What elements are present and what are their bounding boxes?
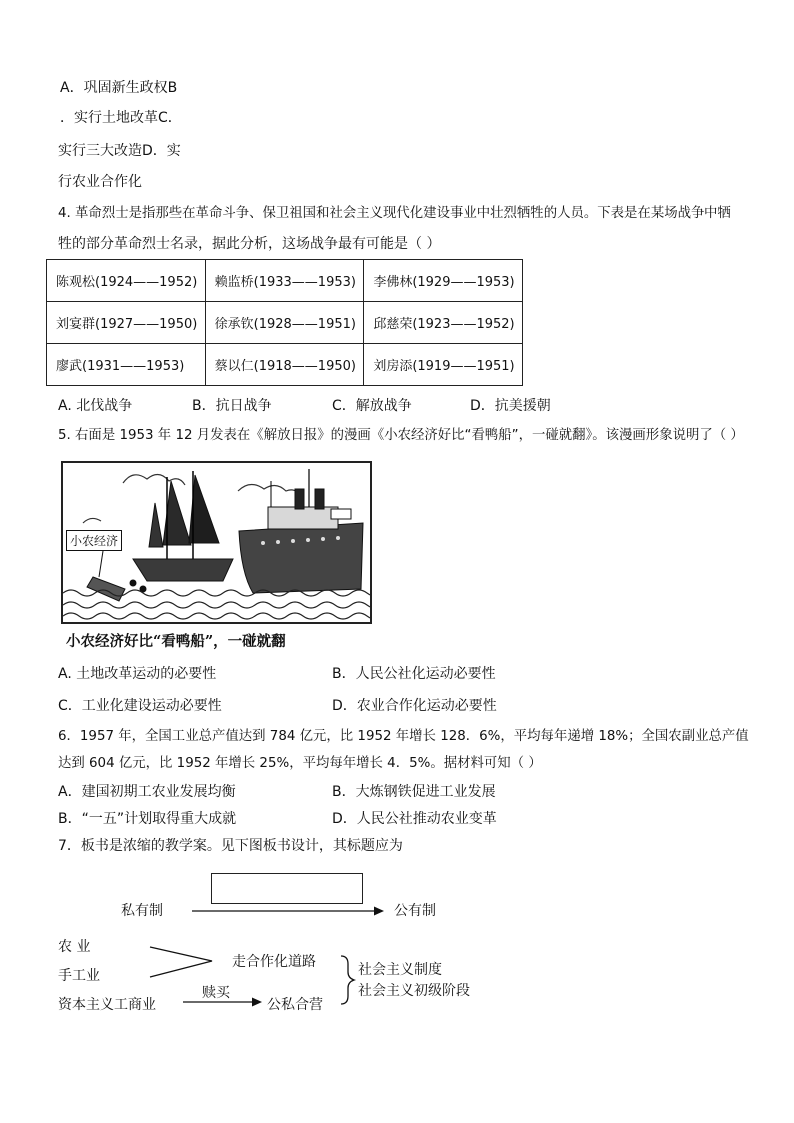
table-cell: 刘房添(1919——1951) [364,344,523,386]
q6-option-c: B．“一五”计划取得重大成就 [58,811,237,827]
label-cooperation-path: 走合作化道路 [232,954,316,970]
table-cell: 蔡以仁(1918——1950) [205,344,364,386]
label-agriculture: 农 业 [58,939,91,955]
label-primary-stage: 社会主义初级阶段 [358,983,470,999]
table-cell: 徐承钦(1928——1951) [205,302,364,344]
table-cell: 刘宴群(1927——1950) [47,302,206,344]
q3-option-line-3: 实行三大改造D．实 [58,143,181,159]
table-row [47,302,523,344]
q5-stem: 5. 右面是 1953 年 12 月发表在《解放日报》的漫画《小农经济好比“看鸭船”，一碰就翻》。该漫画形象说明了（ ） [58,428,744,443]
table-row [47,344,523,386]
q4-stem-line-2: 牲的部分革命烈士名录，据此分析，这场战争最有可能是（ ） [58,236,441,252]
label-capitalist-commerce: 资本主义工商业 [58,997,156,1013]
q5-option-a: A. 土地改革运动的必要性 [58,666,217,682]
martyrs-table [46,259,523,386]
q4-stem-line-1: 4. 革命烈士是指那些在革命斗争、保卫祖国和社会主义现代化建设事业中壮烈牺牲的人员。下表是在某场战争 [58,206,705,221]
q6-option-d: D．人民公社推动农业变革 [332,811,497,827]
q5-option-c: C．工业化建设运动必要性 [58,698,222,714]
q6-stem-line-1: 6．1957 年，全国工业总产值达到 784 亿元，比 1952 年增长 128．6%，平均每年递增 18%；全国农副业总产值 [58,729,749,744]
cartoon-image [61,461,372,624]
table-row [47,260,523,302]
table-cell: 李佛林(1929——1953) [364,260,523,302]
q4-option-c: C．解放战争 [332,398,412,414]
q3-option-line-2: ．实行土地改革C． [60,110,182,126]
label-public-ownership: 公有制 [394,903,436,919]
q7-stem: 7．板书是浓缩的教学案。见下图板书设计，其标题应为 [58,838,403,854]
cartoon-label: 小农经济 [66,530,122,551]
label-handicraft: 手工业 [58,968,100,984]
q4-stem-line-1-tail: 中牺 [704,206,731,221]
q4-option-b: B．抗日战争 [192,398,272,414]
table-cell: 邱慈荣(1923——1952) [364,302,523,344]
q6-option-b: B．大炼钢铁促进工业发展 [332,784,496,800]
q6-option-a: A．建国初期工农业发展均衡 [58,784,236,800]
q6-stem-line-2: 达到 604 亿元，比 1952 年增长 25%，平均每年增长 4．5%。据材料可知（ ） [58,756,542,771]
q4-option-d: D．抗美援朝 [470,398,551,414]
cartoon-caption: 小农经济好比“看鸭船”，一碰就翻 [66,633,286,650]
q4-option-a: A. 北伐战争 [58,398,133,414]
q5-option-b: B．人民公社化运动必要性 [332,666,496,682]
table-cell: 赖监桥(1933——1953) [205,260,364,302]
label-private-ownership: 私有制 [121,903,163,919]
table-cell: 廖武(1931——1953) [47,344,206,386]
q3-option-line-1: A．巩固新生政权B [60,80,178,96]
label-joint-venture: 公私合营 [267,997,323,1013]
q3-option-line-4: 行农业合作化 [58,174,142,190]
q5-option-d: D．农业合作化运动必要性 [332,698,497,714]
table-cell: 陈观松(1924——1952) [47,260,206,302]
label-socialist-system: 社会主义制度 [358,962,442,978]
label-buyout: 赎买 [202,985,230,1001]
